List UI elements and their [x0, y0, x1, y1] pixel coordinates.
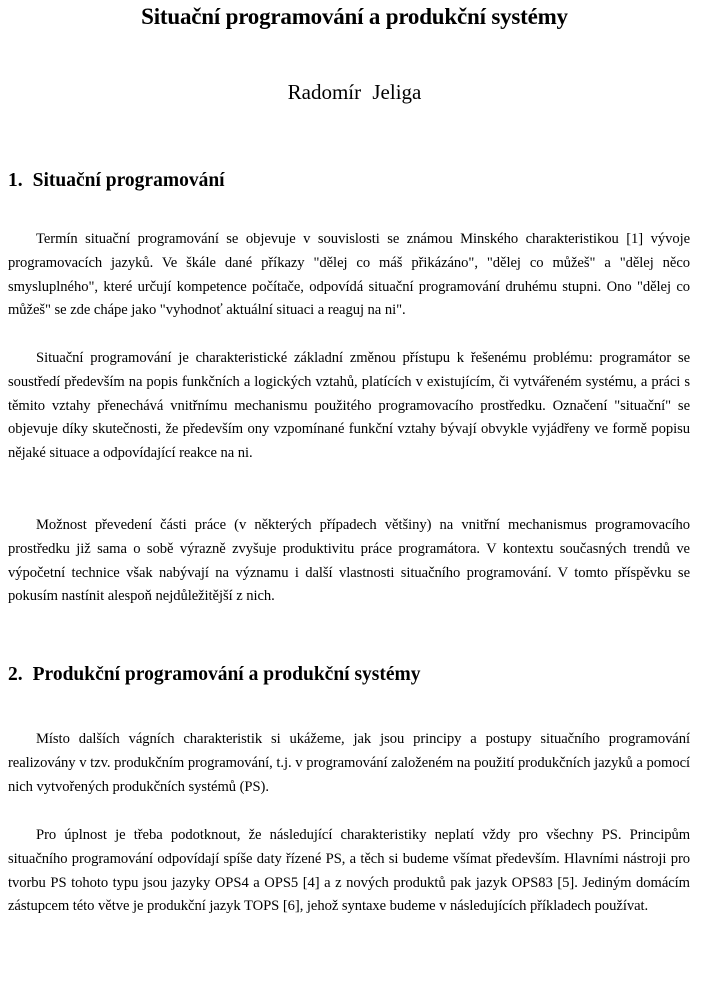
- section-2-heading: [8, 664, 421, 686]
- author-name: Radomír Jeliga: [287, 80, 422, 104]
- section-2-paragraph-2: Pro úplnost je třeba podotknout, že následující charakteristiky neplatí vždy pro všechny PS. Principům situačního programování odpovídají spíše daty řízené PS, a těch si budeme všímat především. Hlavními nástroji pro tvorbu PS tohoto typu jsou jazyky OPS4 a OPS5 [4] a z nových produktů pak jazyk OPS83 [5]. Jediným domácím zástupcem této větve je produkční jazyk TOPS [6], jehož syntaxe budeme v následujících příkladech používat.: [8, 827, 690, 915]
- section-2-title: Produkční programování a produkční systémy: [32, 664, 421, 685]
- section-1-number: 1.: [8, 170, 23, 191]
- document-title: Situační programování a produkční systémy: [141, 4, 568, 29]
- section-1-title: Situační programování: [32, 170, 225, 191]
- section-1-paragraph-3: Možnost převedení části práce (v některých případech většiny) na vnitřní mechanismus programovacího prostředku již sama o sobě výrazně zvyšuje produktivitu práce programátora. V kontextu současných trendů ve výpočetní technice však nabývají na významu i další vlastnosti situačního programování. V tomto příspěvku se pokusím nastínit alespoň nejdůležitější z nich.: [8, 517, 690, 605]
- section-1-heading: [8, 170, 225, 192]
- section-2-paragraph-1: Místo dalších vágních charakteristik si ukážeme, jak jsou principy a postupy situačního programování realizovány v tzv. produkčním programování, t.j. v programování založeném na použití produkčních jazyků a pomocí nich vytvořených produkčních systémů (PS).: [8, 731, 690, 795]
- section-2-number: 2.: [8, 664, 23, 685]
- section-1-paragraph-2: Situační programování je charakteristické základní změnou přístupu k řešenému problému: programátor se soustředí především na popis funkčních a logických vztahů, platících v existujícím, či vytvářeném systému, a práci s těmito vztahy přenechává vnitřnímu mechanismu použitého programovacího prostředku. Označení "situační" se objevuje díky skutečnosti, že především ony vzpomínané funkční vztahy bývají obvykle vyjádřeny ve formě popisu nějaké situace a odpovídající reakce na ni.: [8, 350, 690, 462]
- section-1-paragraph-1: Termín situační programování se objevuje v souvislosti se známou Minského charakteristikou [1] vývoje programovacích jazyků. Ve škále dané příkazy "dělej co máš přikázáno", "dělej co můžeš" a "dělej něco smysluplného", které určují kompetence počítače, odpovídá situační programování druhému stupni. Ono "dělej co můžeš" se zde chápe jako "vyhodnoť aktuální situaci a reaguj na ni".: [8, 231, 690, 319]
